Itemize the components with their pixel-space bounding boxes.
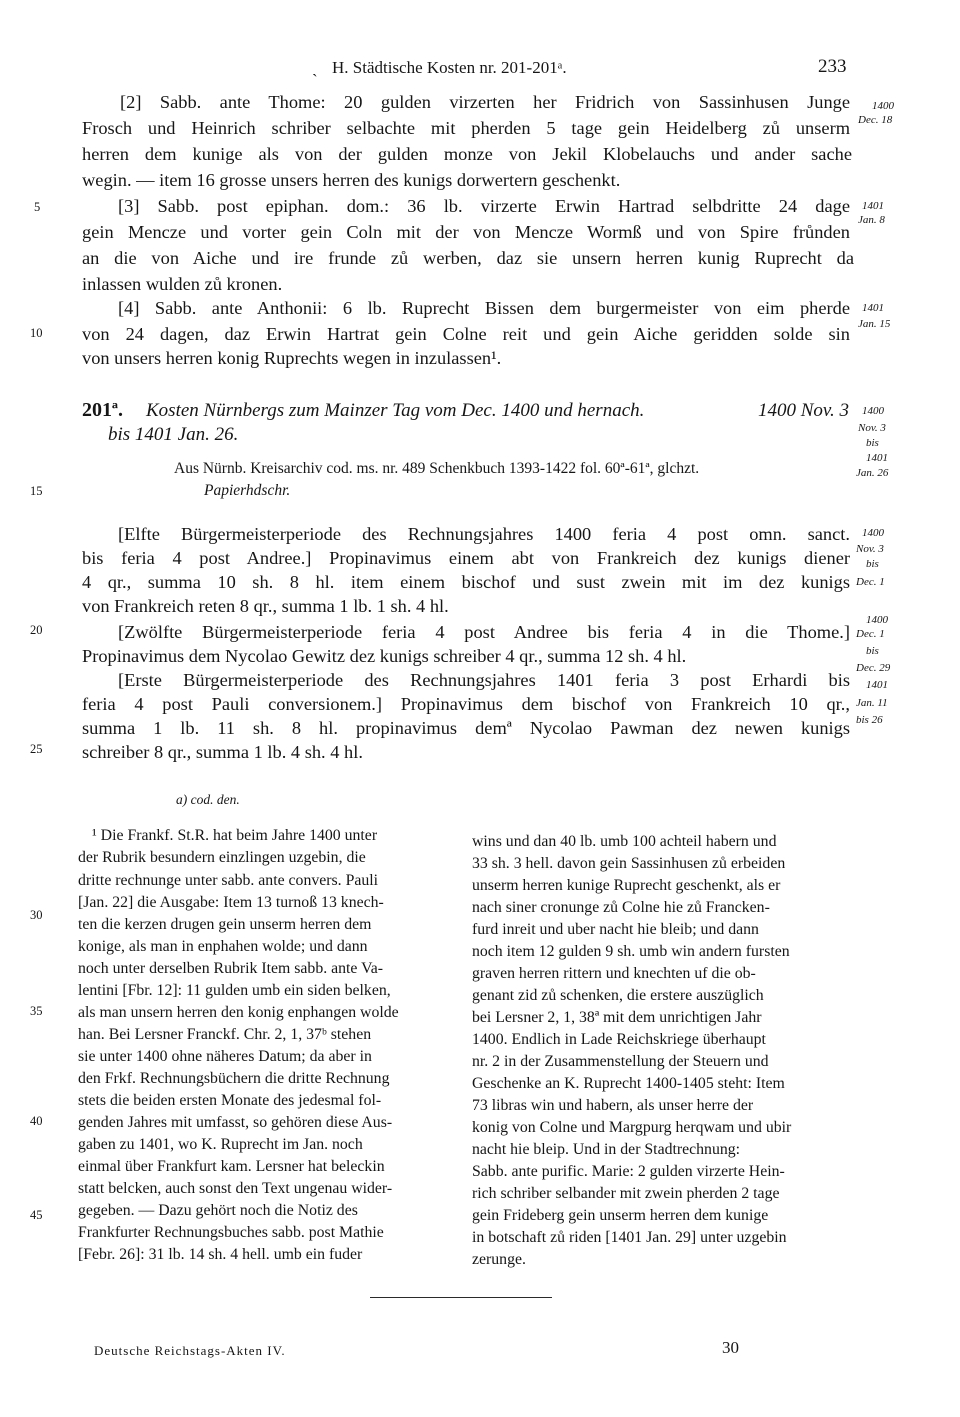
margin-date-6-to: Dec. 29 bbox=[856, 662, 891, 674]
footnote-right-line: 73 libras win und habern, als unser herre der bbox=[472, 1097, 754, 1114]
footnote-left-line: als man unsern herren den konig enphangen wolde bbox=[78, 1004, 399, 1021]
source-line-2: Papierhdschr. bbox=[204, 482, 291, 499]
line-number-25: 25 bbox=[30, 742, 43, 756]
main-line-4: wegin. — item 16 grosse unsers herren des kunigs dorwertern geschenkt. bbox=[82, 170, 621, 190]
margin-date-6-bis: bis bbox=[866, 645, 879, 657]
entry-line-5: [Zwölfte Bürgermeisterperiode feria 4 post Andree bis feria 4 in die Thome.] bbox=[118, 622, 850, 642]
entry-line-3: 4 qr., summa 10 sh. 8 hl. item einem bischof und sust zwein mit im dez kunigs bbox=[82, 572, 850, 592]
running-title: H. Städtische Kosten nr. 201-201ᵃ. bbox=[332, 58, 567, 77]
entry-line-2: bis feria 4 post Andree.] Propinavimus einem abt von Frankreich dez kunigs diener bbox=[82, 548, 850, 568]
main-line-3: herren dem kunige als von der gulden monze von Jekil Klobelauchs und ander sache bbox=[82, 144, 852, 164]
main-line-11: von unsers herren konig Ruprechts wegen in inzulassen¹. bbox=[82, 348, 502, 368]
entry-line-1: [Elfte Bürgermeisterperiode des Rechnungsjahres 1400 feria 4 post omn. sanct. bbox=[118, 524, 850, 544]
footnote-left-line: sie unter 1400 ohne näheres Datum; da aber in bbox=[78, 1048, 372, 1065]
footnote-left-line: lentini [Fbr. 12]: 11 gulden umb ein siden belken, bbox=[78, 982, 391, 999]
footnote-left-line: genden Jahres mit umfasst, so gehören diese Aus- bbox=[78, 1114, 393, 1131]
footnote-left-line: stets die beiden ersten Monate des jedesmal fol- bbox=[78, 1092, 382, 1109]
line-number-5: 5 bbox=[34, 200, 41, 214]
footer-series: Deutsche Reichstags-Akten IV. bbox=[94, 1343, 286, 1358]
footnote-right-line: 1400. Endlich in Lade Reichskriege überhaupt bbox=[472, 1031, 766, 1048]
margin-date-7-to: bis 26 bbox=[856, 714, 883, 726]
footnote-left-line: han. Bei Lersner Franckf. Chr. 2, 1, 37ᵇ stehen bbox=[78, 1026, 372, 1043]
main-line-2: Frosch und Heinrich schriber selbachte mit pherden 5 tage gein Heidelberg zů unserm bbox=[82, 118, 850, 138]
footnote-right-line: 33 sh. 3 hell. davon gein Sassinhusen zů erbeiden bbox=[472, 855, 786, 872]
margin-date-4-to: Jan. 26 bbox=[856, 467, 889, 479]
entry-line-8: feria 4 post Pauli conversionem.] Propinavimus dem bischof von Frankreich 10 qr., bbox=[82, 694, 850, 714]
footnote-right-line: Geschenke an K. Ruprecht 1400-1405 steht: Item bbox=[472, 1075, 785, 1092]
margin-date-4-year2: 1401 bbox=[866, 452, 888, 464]
footnote-right-line: Sabb. ante purific. Marie: 2 gulden virzerte Hein- bbox=[472, 1163, 785, 1180]
margin-date-4-bis: bis bbox=[866, 437, 879, 449]
line-number-35: 35 bbox=[30, 1004, 43, 1018]
margin-date-6-from: Dec. 1 bbox=[856, 628, 885, 640]
line-number-45: 45 bbox=[30, 1208, 43, 1222]
margin-date-7-year: 1401 bbox=[866, 679, 888, 691]
footnote-left-line: [Febr. 26]: 31 lb. 14 sh. 4 hell. umb ein fuder bbox=[78, 1246, 363, 1263]
footnote-right-line: genant zid zů schenken, die erstere auszüglich bbox=[472, 987, 764, 1004]
main-line-7: an die von Aiche und ire frunde zů werben, daz sie unsern herren kunig Ruprecht da bbox=[82, 248, 854, 268]
main-line-9: [4] Sabb. ante Anthonii: 6 lb. Ruprecht Bissen dem burgermeister von eim pherde bbox=[118, 298, 850, 318]
footnote-left-line: noch unter derselben Rubrik Item sabb. ante Va- bbox=[78, 960, 384, 977]
footnote-left-line: gaben zu 1401, wo K. Ruprecht im Jan. noch bbox=[78, 1136, 363, 1153]
margin-date-5-bis: bis bbox=[866, 558, 879, 570]
footnote-right-line: furd inreit und uber nacht hie bleib; und dann bbox=[472, 921, 759, 938]
section-title-date: 1400 Nov. 3 bbox=[758, 400, 849, 421]
margin-date-2-year: 1401 bbox=[862, 200, 884, 212]
line-number-10: 10 bbox=[30, 326, 43, 340]
margin-date-1-year: 1400 bbox=[872, 100, 894, 112]
line-number-30: 30 bbox=[30, 908, 43, 922]
main-line-6: gein Mencze und vorter gein Coln mit der von Mencze Wormß und von Spire frůnden bbox=[82, 222, 850, 242]
footnote-left-line: ¹ Die Frankf. St.R. hat beim Jahre 1400 unter bbox=[92, 827, 378, 844]
header-dot: ˏ bbox=[312, 58, 318, 77]
footnote-right-line: bei Lersner 2, 1, 38ª mit dem unrichtigen Jahr bbox=[472, 1009, 762, 1026]
footnote-right-line: wins und dan 40 lb. umb 100 achteil habern und bbox=[472, 833, 777, 850]
line-number-40: 40 bbox=[30, 1114, 43, 1128]
line-number-20: 20 bbox=[30, 623, 43, 637]
apparatus-note: a) cod. den. bbox=[176, 792, 240, 807]
footnote-right-line: graven herren rittern und knechten uf die ob- bbox=[472, 965, 756, 982]
footnote-right-line: konig von Colne und Margpurg herqwam und ubir bbox=[472, 1119, 792, 1136]
margin-date-1-day: Dec. 18 bbox=[858, 114, 893, 126]
footnote-left-line: gegeben. — Dazu gehört noch die Notiz des bbox=[78, 1202, 358, 1219]
section-title-line-2: bis 1401 Jan. 26. bbox=[108, 424, 239, 445]
footnote-left-line: ten die kerzen drugen gein unserm herren dem bbox=[78, 916, 372, 933]
footnote-left-line: einmal über Frankfurt kam. Lersner hat beleckin bbox=[78, 1158, 385, 1175]
entry-line-4: von Frankreich reten 8 qr., summa 1 lb. 1 sh. 4 hl. bbox=[82, 596, 449, 616]
main-line-1: [2] Sabb. ante Thome: 20 gulden virzerten her Fridrich von Sassinhusen Junge bbox=[120, 92, 850, 112]
entry-line-7: [Erste Bürgermeisterperiode des Rechnungsjahres 1401 feria 3 post Erhardi bis bbox=[118, 670, 850, 690]
footnote-right-line: gein Frideberg gein unserm herren dem kunige bbox=[472, 1207, 769, 1224]
footnote-right-line: in botschaft zů riden [1401 Jan. 29] unter uzgebin bbox=[472, 1229, 787, 1246]
entry-line-6: Propinavimus dem Nycolao Gewitz dez kunigs schreiber 4 qr., summa 12 sh. 4 hl. bbox=[82, 646, 687, 666]
footnote-left-line: konige, als man in enphahen wolde; und dann bbox=[78, 938, 368, 955]
footnote-right-line: nach siner cronunge zů Colne hie zů Francken- bbox=[472, 899, 770, 916]
main-line-5: [3] Sabb. post epiphan. dom.: 36 lb. virzerte Erwin Hartrad selbdritte 24 dage bbox=[118, 196, 850, 216]
separator-rule bbox=[370, 1297, 552, 1298]
margin-date-7-from: Jan. 11 bbox=[856, 697, 888, 709]
section-number: 201ª. bbox=[82, 399, 123, 421]
footnote-left-line: den Frkf. Rechnungsbüchern die dritte Rechnung bbox=[78, 1070, 390, 1087]
footnote-right-line: rich schriber selbander mit zwein pherden 2 tage bbox=[472, 1185, 780, 1202]
main-line-8: inlassen wulden zů kronen. bbox=[82, 274, 283, 294]
footnote-right-line: nacht hie bleip. Und in der Stadtrechnung: bbox=[472, 1141, 741, 1158]
footnote-left-line: Frankfurter Rechnungsbuches sabb. post Mathie bbox=[78, 1224, 384, 1241]
footnote-right-line: unserm herren kunige Ruprecht geschenkt, als er bbox=[472, 877, 781, 894]
footnote-left-line: [Jan. 22] die Ausgabe: Item 13 turnoß 13 knech- bbox=[78, 894, 384, 911]
footnote-right-line: nr. 2 in der Zusammenstellung der Steuern und bbox=[472, 1053, 769, 1070]
line-number-15: 15 bbox=[30, 484, 43, 498]
margin-date-4-year: 1400 bbox=[862, 405, 884, 417]
margin-date-5-from: Nov. 3 bbox=[856, 543, 884, 555]
footnote-left-line: dritte rechnunge unter sabb. ante convers. Pauli bbox=[78, 872, 379, 889]
margin-date-2-day: Jan. 8 bbox=[858, 214, 885, 226]
margin-date-6-year: 1400 bbox=[866, 614, 888, 626]
footnote-right-line: noch item 12 gulden 9 sh. umb win andern fursten bbox=[472, 943, 790, 960]
footnote-left-line: der Rubrik besundern einzlingen uzgebin, die bbox=[78, 849, 366, 866]
footnote-right-line: zerunge. bbox=[472, 1251, 526, 1268]
margin-date-5-to: Dec. 1 bbox=[856, 576, 885, 588]
source-line-1: Aus Nürnb. Kreisarchiv cod. ms. nr. 489 Schenkbuch 1393-1422 fol. 60ª-61ª, glchzt. bbox=[174, 460, 700, 477]
margin-date-5-year: 1400 bbox=[862, 527, 884, 539]
section-title-line-1: Kosten Nürnbergs zum Mainzer Tag vom Dec. 1400 und hernach. bbox=[146, 400, 645, 421]
footer-sheet-number: 30 bbox=[722, 1338, 739, 1357]
main-line-10: von 24 dagen, daz Erwin Hartrat gein Colne reit und gein Aiche geridden solde sin bbox=[82, 324, 850, 344]
margin-date-4-from: Nov. 3 bbox=[858, 422, 886, 434]
page-number: 233 bbox=[818, 56, 847, 77]
margin-date-3-day: Jan. 15 bbox=[858, 318, 891, 330]
entry-line-9: summa 1 lb. 11 sh. 8 hl. propinavimus demª Nycolao Pawman dez newen kunigs bbox=[82, 718, 850, 738]
entry-line-10: schreiber 8 qr., summa 1 lb. 4 sh. 4 hl. bbox=[82, 742, 363, 762]
margin-date-3-year: 1401 bbox=[862, 302, 884, 314]
footnote-left-line: statt belcken, auch sonst den Text ungenau wider- bbox=[78, 1180, 393, 1197]
